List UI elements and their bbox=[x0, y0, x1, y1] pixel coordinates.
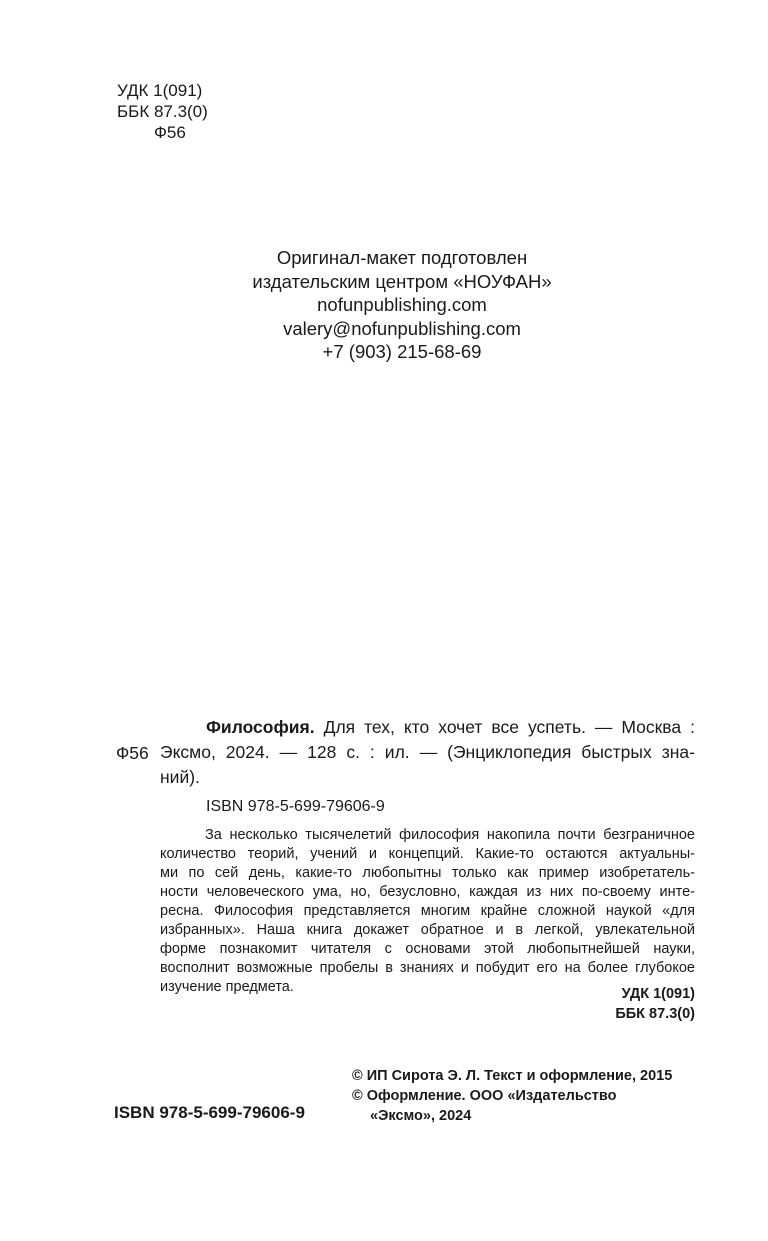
bibliographic-entry bbox=[160, 715, 695, 790]
bbk-code: ББК 87.3(0) bbox=[117, 102, 208, 121]
bottom-udk: УДК 1(091) bbox=[621, 986, 695, 1002]
entry-line-2: Эксмо, 2024. — 128 с. : ил. — (Энциклопедия быстрых зна- bbox=[160, 742, 695, 762]
entry-line-3: ний). bbox=[160, 767, 200, 787]
entry-title: Философия. bbox=[206, 717, 315, 737]
credits-line-2: издательским центром «НОУФАН» bbox=[252, 270, 552, 292]
udk-code: УДК 1(091) bbox=[117, 81, 203, 100]
annotation-line: изучение предмета. bbox=[160, 979, 294, 995]
copyright-line-2: © Оформление. ООО «Издательство bbox=[352, 1088, 617, 1104]
credits-phone: +7 (903) 215-68-69 bbox=[322, 341, 482, 362]
credits-email: valery@nofunpublishing.com bbox=[283, 317, 521, 339]
bottom-classification bbox=[615, 984, 695, 1024]
annotation-line: количество теорий, учений и концепций. Какие-то остаются актуальны- bbox=[160, 846, 695, 862]
annotation-text bbox=[160, 826, 695, 997]
entry-author-code: Ф56 bbox=[116, 743, 149, 763]
author-code: Ф56 bbox=[154, 123, 186, 142]
copyright-line-3: «Эксмо», 2024 bbox=[370, 1108, 472, 1124]
copyright-line-1: © ИП Сирота Э. Л. Текст и оформление, 2015 bbox=[352, 1068, 673, 1084]
annotation-line: ресна. Философия представляется многим крайне сложной наукой «для bbox=[160, 903, 695, 919]
credits-line-1: Оригинал-макет подготовлен bbox=[276, 247, 528, 268]
annotation-line: восполнит возможные пробелы в знаниях и побудит его на более глубокое bbox=[160, 960, 695, 976]
copyright-block bbox=[352, 1066, 672, 1126]
annotation-line: За несколько тысячелетий философия накопила почти безграничное bbox=[205, 827, 695, 843]
publisher-credits bbox=[0, 246, 768, 364]
entry-line-1-rest: Для тех, кто хочет все успеть. — Москва : bbox=[314, 717, 695, 737]
annotation-line: ми по сей день, какие-то любопытны только как пример изобретатель- bbox=[160, 865, 695, 881]
entry-line-1 bbox=[160, 715, 695, 740]
annotation-line: форме познакомит читателя с основами этой любопытнейшей науки, bbox=[160, 941, 695, 957]
annotation-line: ности человеческого ума, но, безусловно, каждая из них по-своему инте- bbox=[160, 884, 695, 900]
footer-isbn: ISBN 978-5-699-79606-9 bbox=[114, 1103, 305, 1122]
entry-isbn: ISBN 978-5-699-79606-9 bbox=[206, 798, 385, 815]
annotation-line: избранных». Наша книга докажет обратное и в легкой, увлекательной bbox=[160, 922, 695, 938]
credits-website: nofunpublishing.com bbox=[317, 294, 487, 315]
bottom-bbk: ББК 87.3(0) bbox=[615, 1006, 695, 1022]
classification-block bbox=[117, 80, 208, 143]
